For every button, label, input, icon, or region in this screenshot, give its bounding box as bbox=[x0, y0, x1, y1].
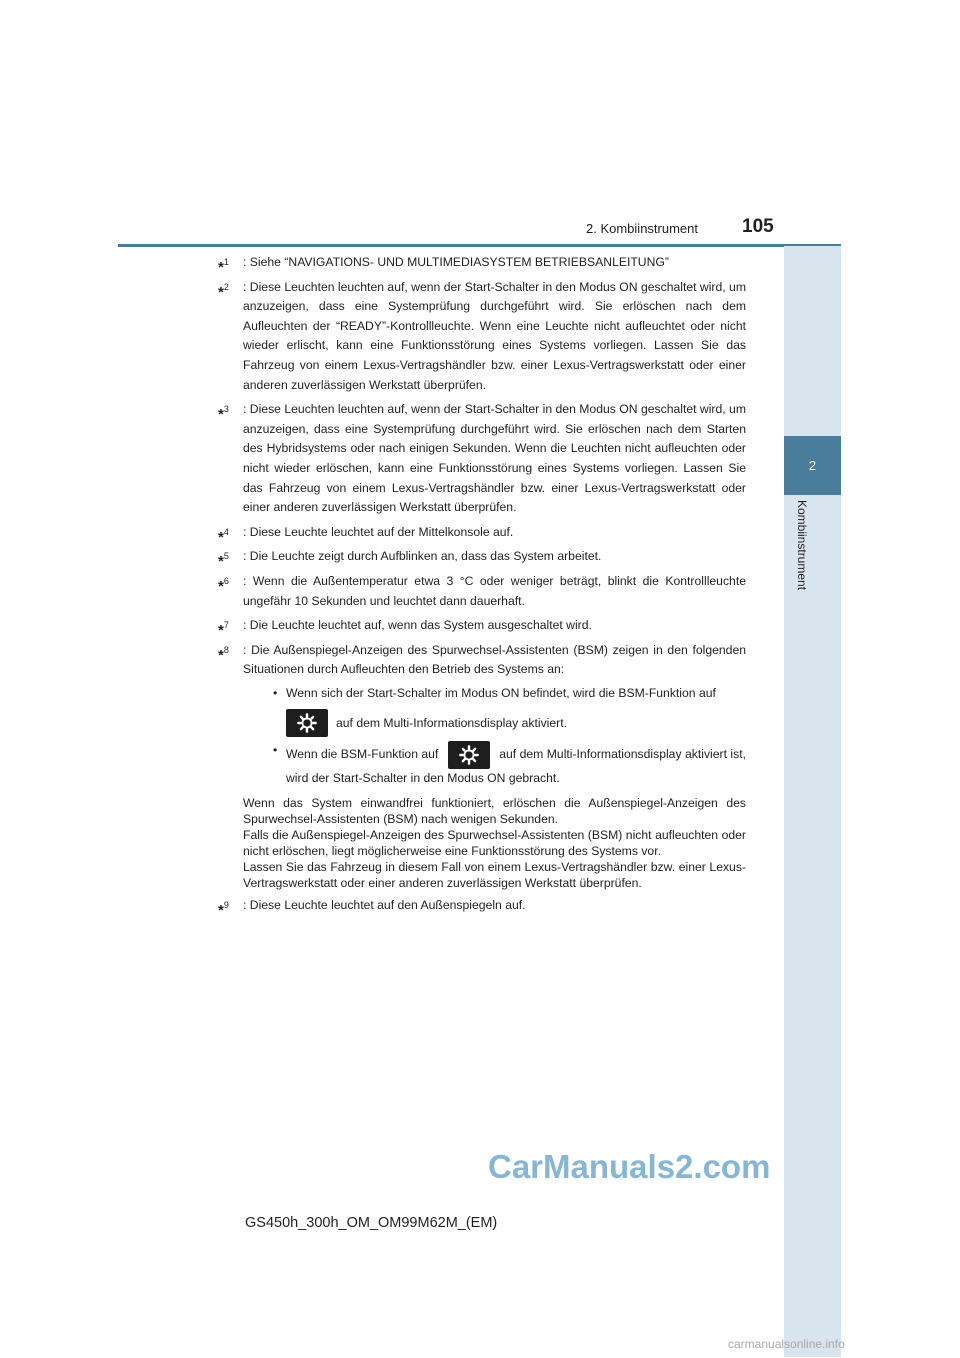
header-rule bbox=[118, 244, 841, 247]
gear-icon bbox=[448, 741, 490, 769]
footnote-mark: *$^7$ bbox=[218, 620, 229, 640]
chapter-number-box bbox=[784, 436, 841, 495]
footnote-1 bbox=[218, 253, 746, 277]
footnote-mark: *$^9$ bbox=[218, 900, 229, 920]
model-code: GS450h_300h_OM_OM99M62M_(EM) bbox=[245, 1215, 498, 1231]
bullet-item bbox=[243, 684, 746, 738]
bullet-dot: • bbox=[273, 685, 278, 700]
footnote-5 bbox=[218, 547, 746, 571]
bullet-text: auf dem Multi-Informationsdisplay aktiviert. bbox=[336, 715, 567, 730]
gear-icon bbox=[286, 709, 328, 737]
side-tab-strip bbox=[784, 246, 841, 1357]
footnote-6 bbox=[218, 572, 746, 611]
footnote-text: : Die Leuchte zeigt durch Aufblinken an, dass das System arbeitet. bbox=[243, 549, 602, 564]
paragraph-text: Wenn das System einwandfrei funktioniert, erlöschen die Außenspiegel-Anzeigen des Spurwechsel-Assistenten (BSM) nach wenigen Sekunden. bbox=[243, 796, 746, 827]
footnote-8 bbox=[218, 641, 746, 891]
footnote-text: : Die Außenspiegel-Anzeigen des Spurwechsel-Assistenten (BSM) zeigen in den folgenden Situationen durch Aufleuchten den Betrieb des Systems an: bbox=[243, 642, 746, 677]
bullet-text: auf dem Multi-Informationsdisplay aktiviert ist, wird der Start-Schalter in den Modus ON gebracht. bbox=[286, 747, 746, 786]
footnote-9 bbox=[218, 896, 746, 920]
page-number: 105 bbox=[742, 216, 774, 237]
footnote-text: : Die Leuchte leuchtet auf, wenn das System ausgeschaltet wird. bbox=[243, 618, 592, 633]
footnote-mark: *$^6$ bbox=[218, 575, 229, 595]
bullet-dot: • bbox=[273, 743, 278, 758]
footnote-text: : Diese Leuchten leuchten auf, wenn der Start-Schalter in den Modus ON geschaltet wird, um anzuzeigen, dass eine Systemprüfung durchgeführt wird. Sie erlöschen nach dem Aufleuchten der “READY”-Kontrollleuchte. Wenn eine Leuchte nicht aufleuchtet oder nicht wieder erlischt, kann eine Funktionsstörung eines Systems vorliegen. Lassen Sie das Fahrzeug von einem Lexus-Vertragshändler bzw. einer Lexus-Vertragswerkstatt oder einer anderen zuverlässigen Werkstatt überprüfen. bbox=[243, 279, 746, 392]
footnotes bbox=[218, 253, 746, 921]
section-title: 2. Kombiinstrument bbox=[586, 221, 698, 236]
footnote-mark: *$^5$ bbox=[218, 551, 229, 571]
footnote-mark: *$^3$ bbox=[218, 404, 229, 424]
footnote-text: : Diese Leuchte leuchtet auf den Außenspiegeln auf. bbox=[243, 898, 526, 913]
footnote-mark: *$^1$ bbox=[218, 257, 229, 277]
paragraph-text: Lassen Sie das Fahrzeug in diesem Fall von einem Lexus-Vertragshändler bzw. einer Lexus-Vertragswerkstatt oder einer anderen zuverlässigen Werkstatt überprüfen. bbox=[243, 860, 746, 891]
footnote-7 bbox=[218, 616, 746, 640]
footnote-3 bbox=[218, 400, 746, 518]
paragraph-text: Falls die Außenspiegel-Anzeigen des Spurwechsel-Assistenten (BSM) nicht aufleuchten oder nicht erlöschen, liegt möglicherweise eine Funktionsstörung des Systems vor. bbox=[243, 828, 746, 859]
watermark-logo: CarManuals2.com bbox=[488, 1148, 771, 1185]
icon-line bbox=[286, 709, 746, 737]
footnote-text: : Diese Leuchten leuchten auf, wenn der Start-Schalter in den Modus ON geschaltet wird, um anzuzeigen, dass eine Systemprüfung durchgeführt wird. Sie erlöschen nach dem Starten des Hybridsystems oder nach einigen Sekunden. Wenn die Leuchten nicht aufleuchten oder nicht wieder erlöschen, kann eine Funktionsstörung eines Systems vorliegen. Lassen Sie das Fahrzeug von einem Lexus-Vertragshändler bzw. einer Lexus-Vertragswerkstatt oder einer anderen zuverlässigen Werkstatt überprüfen. bbox=[243, 402, 746, 515]
footnote-mark: *$^2$ bbox=[218, 281, 229, 301]
site-watermark: carmanualsonline.info bbox=[728, 1337, 845, 1351]
footnote-text: : Siehe “NAVIGATIONS- UND MULTIMEDIASYSTEM BETRIEBSANLEITUNG” bbox=[243, 255, 669, 269]
footnote-text: : Diese Leuchte leuchtet auf der Mittelkonsole auf. bbox=[243, 524, 514, 539]
bullet-text: Wenn sich der Start-Schalter im Modus ON befindet, wird die BSM-Funktion auf bbox=[286, 685, 716, 700]
footnote-mark: *$^4$ bbox=[218, 526, 229, 546]
bullet-text: Wenn die BSM-Funktion auf bbox=[286, 747, 439, 762]
footnote-mark: *$^8$ bbox=[218, 644, 229, 664]
footnote-2 bbox=[218, 278, 746, 396]
footnote-text: : Wenn die Außentemperatur etwa 3 °C oder weniger beträgt, blinkt die Kontrollleuchte ungefähr 10 Sekunden und leuchtet dann dauerhaft. bbox=[243, 573, 746, 608]
fn8-paragraph bbox=[243, 795, 746, 891]
chapter-number: 2 bbox=[808, 458, 817, 473]
bullet-item bbox=[243, 741, 746, 789]
chapter-label: Kombiinstrument bbox=[795, 500, 809, 591]
footnote-4 bbox=[218, 523, 746, 546]
